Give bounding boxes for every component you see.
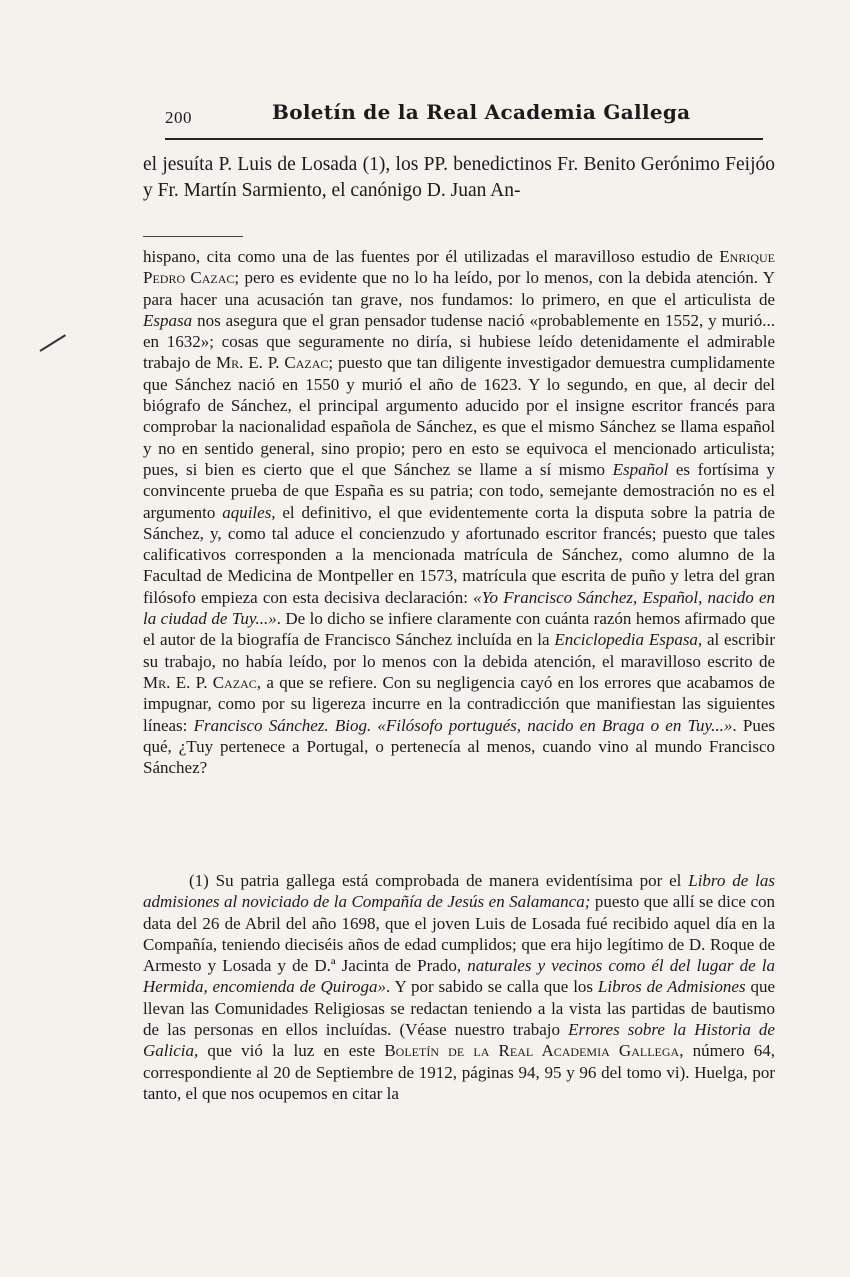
text-run: nos asegura que el gran pensador tudense nació «probablemente en 1552, y murió... en 1632»; cosas que seguramente no diría, si hubiese leído detenidamente el admirable trabajo de [143,310,775,373]
intro-text [143,152,775,204]
text-run: (1) Su patria gallega está comprobada de manera evidentísima por el [189,871,689,890]
italic-term: Enciclopedia Espasa, [554,630,703,650]
text-run: ; pero es evidente que no lo ha leído, por lo menos, con la debida atención. Y para hacer una acusación tan grave, nos fundamos: lo primero, en que el articulista de [143,268,775,309]
italic-term: Libros de Admisiones [597,977,746,997]
text-run: , a que se refiere. Con su negligencia cayó en los errores que acabamos de impugnar, como por su ligereza incurre en la contradicción que manifiestan las siguientes líneas: [143,672,775,735]
text-run: . De lo dicho se infiere claramente con cuánta razón hemos afirmado que el autor de la biografía de Francisco Sánchez incluída en la [143,609,775,650]
author-name: Enrique Pedro Cazac [143,247,775,288]
running-title: Boletín de la Real Academia Gallega [272,100,691,124]
footnote-body [143,870,775,1104]
text-run: , número 64, correspondiente al 20 de Septiembre de 1912, páginas 94, 95 y 96 del tomo vi). Huelga, por tanto, el que nos ocupemos en citar la [143,1041,776,1103]
journal-name: Boletín de la Real Academia Gallega [384,1041,680,1061]
marginal-pencil-mark [39,334,66,352]
italic-term: Errores sobre la Historia de Galicia, [143,1020,775,1061]
text-run: ; puesto que tan diligente investigador demuestra cumplidamente que Sánchez nació en 1550 y murió el año de 1623. Y lo segundo, en que, al decir del biógrafo de Sánchez, el principal argumento aducido por el insigne escritor francés para comprobar la nacionalidad española de Sánchez, es que el mismo Sánchez se llama español y no en sentido general, sino propio; pero en esto se equivoca el mencionado articulista; pues, si bien es cierto que el que Sánchez se llame a sí mismo [143,353,775,479]
author-name: Mr. E. P. Cazac [143,672,257,692]
text-run: que llevan las Comunidades Religiosas se redactan teniendo a la vista las partidas de bautismo de las personas en ellos incluídas. (Véase nuestro trabajo [143,977,775,1040]
page-number: 200 [165,108,192,127]
footnote [143,870,775,1104]
text-run: . Y por sabido se calla que los [385,977,598,997]
italic-quote: Francisco Sánchez. Biog. «Filósofo portugués, nacido en Braga o en Tuy...» [193,715,733,735]
text-run: el definitivo, el que evidentemente corta la disputa sobre la patria de Sánchez, y, como tal aduce el concienzudo y afortunado escritor francés; puesto que tales calificativos corresponden a la mencionada matrícula de Sánchez, como alumno de la Facultad de Medicina de Montpeller en 1573, matrícula que escrita de puño y letra del gran filósofo empieza con esta decisiva declaración: [143,502,775,607]
author-name: Mr. E. P. Cazac [215,353,329,373]
text-run: al escribir su trabajo, no había leído, por lo menos con la debida atención, el maravilloso escrito de [143,630,775,671]
text-run: es fortísima y convincente prueba de que España es su patria; con todo, semejante demostración no es el argumento [143,459,775,522]
italic-term: Espasa [143,310,193,330]
italic-term: aquiles, [222,502,276,522]
italic-quote: «Yo Francisco Sánchez, Español, nacido en la ciudad de Tuy...» [143,587,775,629]
text-run: . Pues qué, ¿Tuy pertenece a Portugal, o pertenecía al menos, cuando vino al mundo Francisco Sánchez? [143,715,775,778]
italic-quote: naturales y vecinos como él del lugar de la Hermida, encomienda de Quiroga» [143,956,775,997]
text-run: que vió la luz en este [198,1041,385,1061]
italic-term: Libro de las admisiones al noviciado de la Compañía de Jesús en Salamanca; [143,871,776,912]
text-run: puesto que allí se dice con data del 26 de Abril del año 1698, que el joven Luis de Losada fué recibido aquel día en la Compañía, teniendo dieciséis años de edad cumplidos; que era hijo legítimo de D. Roque de Armesto y Losada y de D.ª Jacinta de Prado, [143,892,775,976]
paragraph-body [143,246,775,778]
page-header [165,100,765,138]
intro-line: el jesuíta P. Luis de Losada (1), los PP. benedictinos Fr. Benito Gerónimo Feijóo y Fr. Martín Sarmiento, el canónigo D. Juan An- [143,154,775,201]
main-paragraph [143,246,775,778]
footnote-separator-rule [143,236,243,237]
text-run: hispano, cita como una de las fuentes por él utilizadas el maravilloso estudio de [143,247,720,266]
italic-term: Español [612,459,669,479]
header-rule [165,138,763,140]
